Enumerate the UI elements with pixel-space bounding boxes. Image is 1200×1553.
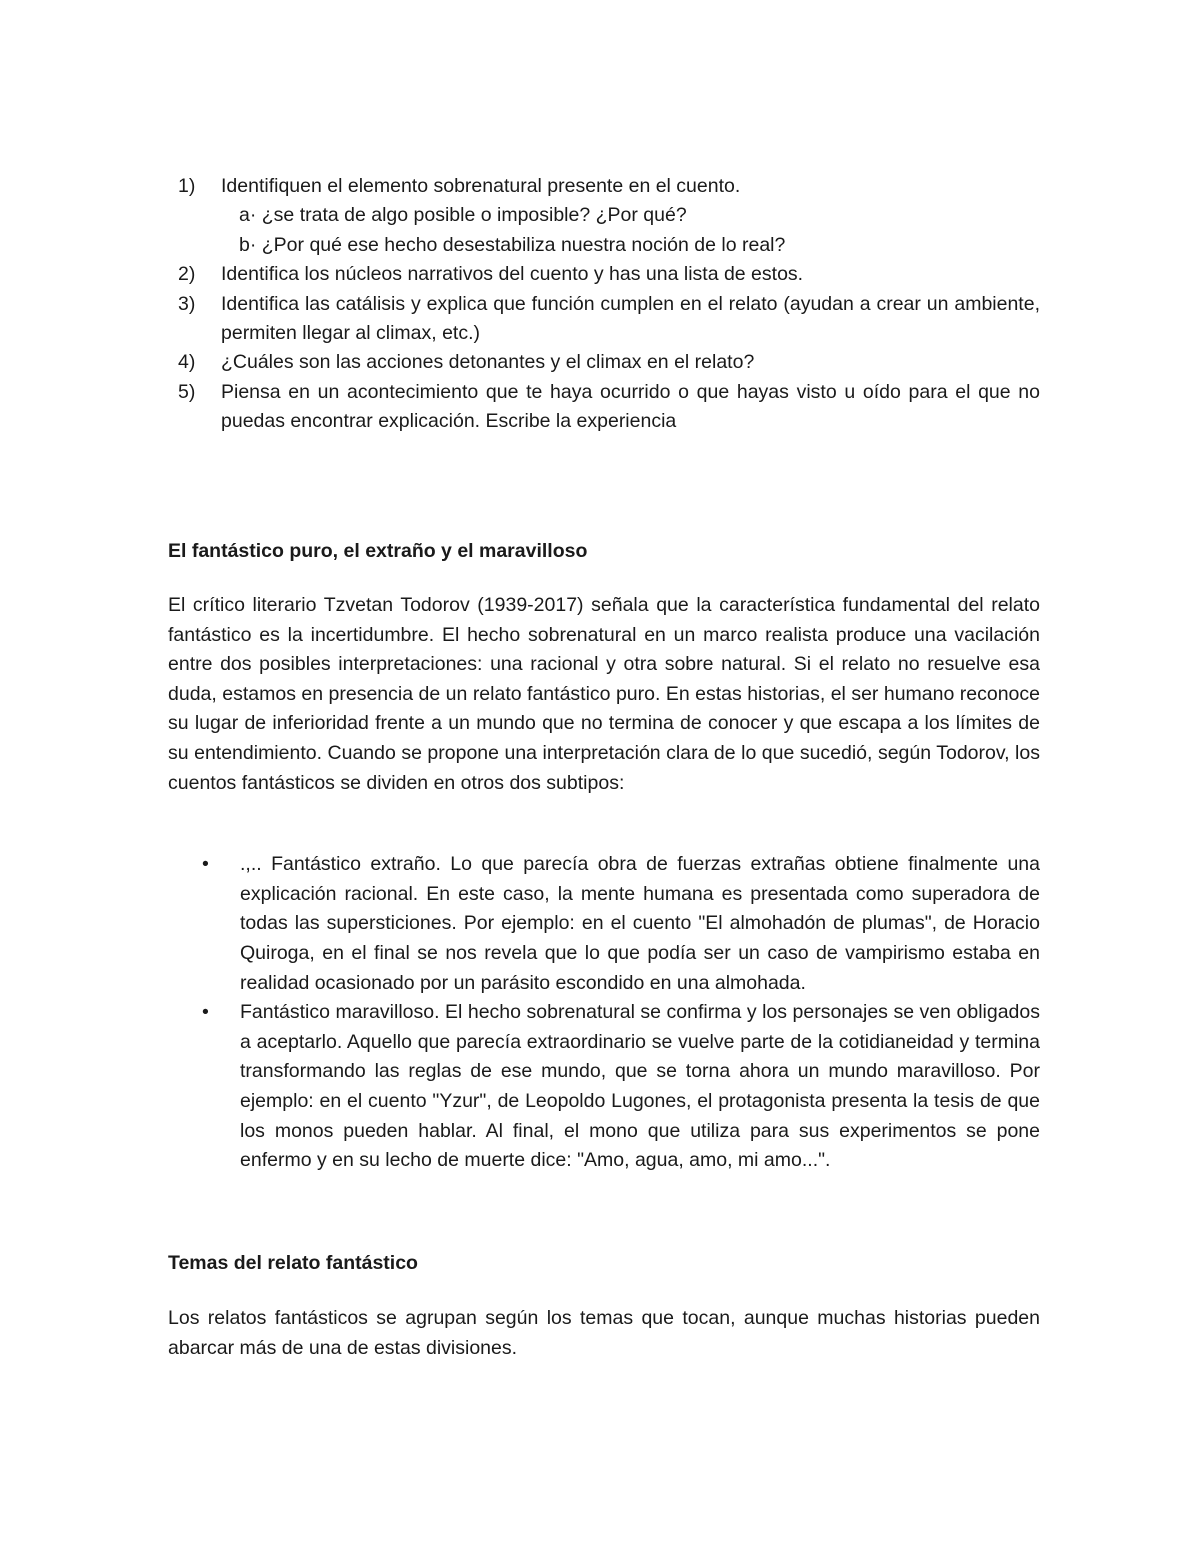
- sub-list: [221, 201, 1040, 260]
- document-body: [168, 172, 1040, 1363]
- spacer: [168, 566, 1040, 591]
- list-item-marker: 1): [178, 175, 196, 197]
- sub-list-item-marker: a·: [239, 204, 257, 227]
- section-heading-fantastico-puro: El fantástico puro, el extraño y el maravilloso: [168, 539, 588, 562]
- list-item-marker: 2): [178, 263, 196, 286]
- section-heading-temas: Temas del relato fantástico: [168, 1251, 418, 1274]
- spacer: [168, 798, 1040, 850]
- list-item: [168, 998, 1040, 1176]
- section-paragraph-temas: Los relatos fantásticos se agrupan según los temas que tocan, aunque muchas historias pueden abarcar más de una de estas divisiones.: [168, 1307, 1040, 1359]
- bullet-icon: •: [202, 1001, 209, 1024]
- sub-list-item-text: ¿se trata de algo posible o imposible? ¿Por qué?: [261, 204, 687, 227]
- list-item-text: Piensa en un acontecimiento que te haya ocurrido o que hayas visto u oído para el que no puedas encontrar explicación. Escribe la experiencia: [221, 380, 1040, 433]
- spacer: [168, 1278, 1040, 1304]
- list-item-text: Identifiquen el elemento sobrenatural presente en el cuento.: [221, 175, 741, 197]
- sub-list-item: [221, 201, 1040, 230]
- list-item-marker: 3): [178, 292, 196, 315]
- list-item: [168, 378, 1040, 437]
- sub-list-item-marker: b·: [239, 233, 257, 256]
- list-item-text: ¿Cuáles son las acciones detonantes y el climax en el relato?: [221, 351, 755, 374]
- subtypes-bullet-list: [168, 850, 1040, 1176]
- spacer: [168, 437, 1040, 537]
- list-item-text: Fantástico maravilloso. El hecho sobrenatural se confirma y los personajes se ven obligados a aceptarlo. Aquello que parecía extraordinario se vuelve parte de la cotidianeidad y termina transformando las reglas de ese mundo, que se torna ahora un mundo maravilloso. Por ejemplo: en el cuento "Yzur", de Leopoldo Lugones, el protagonista presenta la tesis de que los monos pueden hablar. Al final, el mono que utiliza para sus experimentos se pone enfermo y en su lecho de muerte dice: "Amo, agua, amo, mi amo...".: [240, 1001, 1040, 1172]
- list-item-text: Identifica los núcleos narrativos del cuento y has una lista de estos.: [221, 263, 804, 286]
- list-item: [168, 290, 1040, 349]
- list-item-marker: 5): [178, 380, 196, 403]
- list-item: [168, 172, 1040, 260]
- activity-questions-list: [168, 172, 1040, 437]
- sub-list-item-text: ¿Por qué ese hecho desestabiliza nuestra noción de lo real?: [261, 233, 786, 256]
- list-item: [168, 348, 1040, 377]
- list-item-text: Identifica las catálisis y explica que función cumplen en el relato (ayudan a crear un ambiente, permiten llegar al climax, etc.): [221, 292, 1040, 345]
- list-item: [168, 850, 1040, 998]
- sub-list-item: [221, 231, 1040, 260]
- list-item-text: .,.. Fantástico extraño. Lo que parecía obra de fuerzas extrañas obtiene finalmente una explicación racional. En este caso, la mente humana es presentada como superadora de todas las supersticiones. Por ejemplo: en el cuento "El almohadón de plumas", de Horacio Quiroga, en el final se nos revela que lo que podía ser un caso de vampirismo estaba en realidad ocasionado por un parásito escondido en una almohada.: [240, 853, 1040, 994]
- list-item-marker: 4): [178, 351, 196, 374]
- spacer: [168, 1176, 1040, 1249]
- list-item: [168, 260, 1040, 289]
- section-paragraph-todorov: El crítico literario Tzvetan Todorov (1939-2017) señala que la característica fundamental del relato fantástico es la incertidumbre. El hecho sobrenatural en un marco realista produce una vacilación entre dos posibles interpretaciones: una racional y otra sobre natural. Si el relato no resuelve esa duda, estamos en presencia de un relato fantástico puro. En estas historias, el ser humano reconoce su lugar de inferioridad frente a un mundo que no termina de conocer y que escapa a los límites de su entendimiento. Cuando se propone una interpretación clara de lo que sucedió, según Todorov, los cuentos fantásticos se dividen en otros dos subtipos:: [168, 594, 1040, 794]
- bullet-icon: •: [202, 853, 209, 876]
